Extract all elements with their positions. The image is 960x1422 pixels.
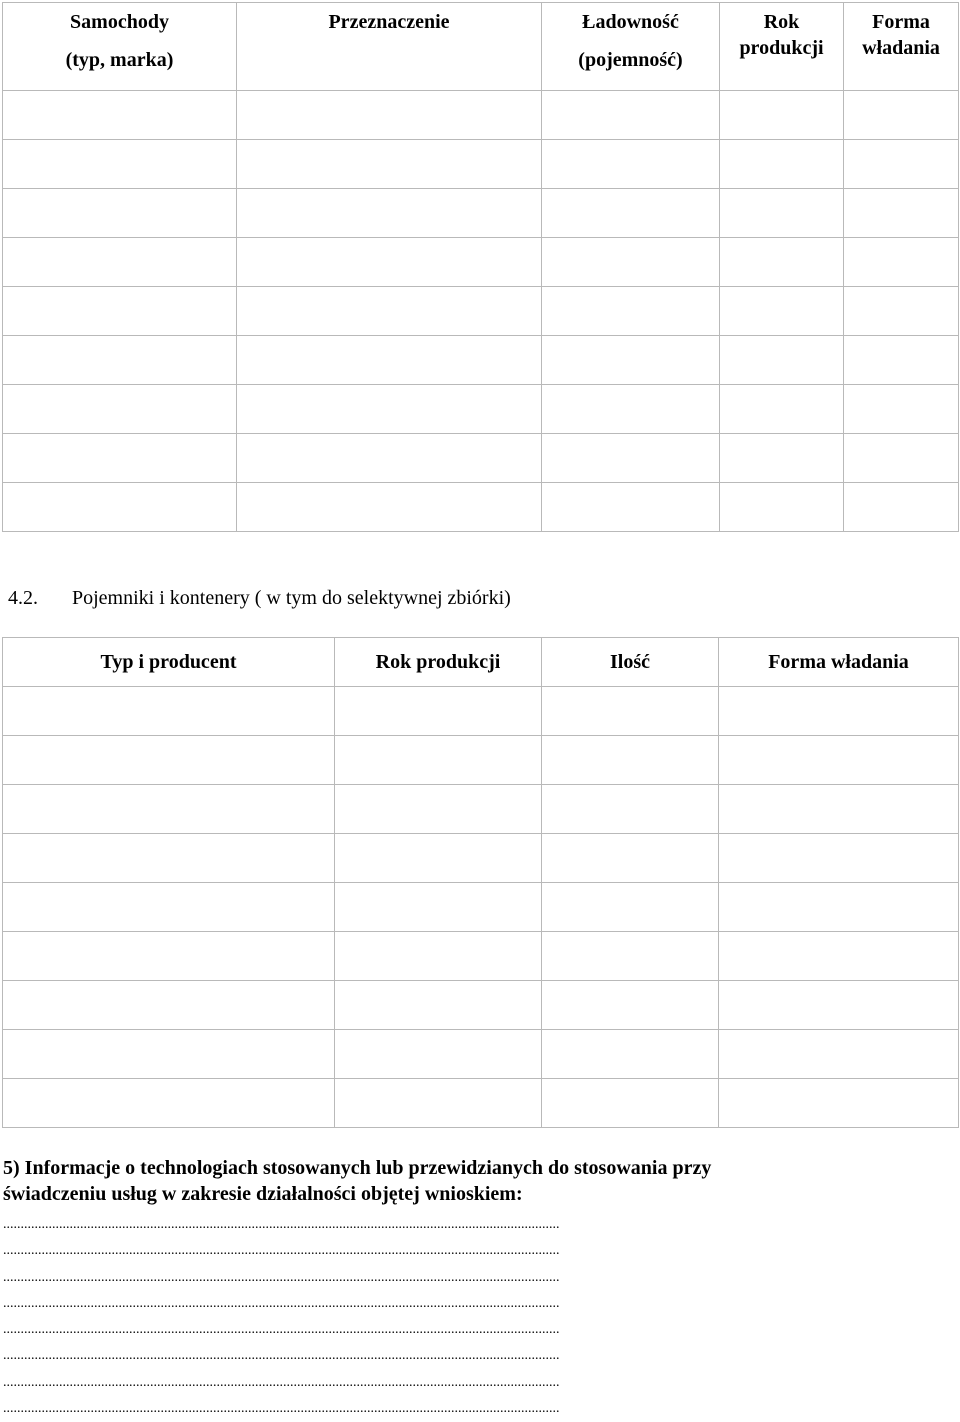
header-purpose — [237, 3, 542, 91]
header-production-year — [720, 3, 844, 91]
table-cell[interactable] — [237, 434, 542, 483]
fill-line[interactable]: ............................................................................................................................................................... — [3, 1269, 560, 1285]
table-cell[interactable] — [719, 981, 959, 1030]
table-row — [3, 336, 959, 385]
table-cell[interactable] — [844, 91, 959, 140]
table-row — [3, 287, 959, 336]
table-cell[interactable] — [237, 140, 542, 189]
table-cell[interactable] — [542, 91, 720, 140]
header-line: (pojemność) — [578, 49, 683, 71]
table-cell[interactable] — [720, 140, 844, 189]
table-cell[interactable] — [719, 1079, 959, 1128]
table-cell[interactable] — [719, 785, 959, 834]
table-cell[interactable] — [720, 238, 844, 287]
table-cell[interactable] — [844, 140, 959, 189]
table-cell[interactable] — [3, 883, 335, 932]
table-cell[interactable] — [335, 736, 542, 785]
table-cell[interactable] — [3, 385, 237, 434]
table-row — [3, 1079, 959, 1128]
section-title: Pojemniki i kontenery ( w tym do selektywnej zbiórki) — [72, 587, 511, 609]
table-cell[interactable] — [844, 434, 959, 483]
vehicles-table-body — [3, 91, 959, 532]
fill-line[interactable]: ............................................................................................................................................................... — [3, 1217, 560, 1232]
table-cell[interactable] — [542, 1030, 719, 1079]
table-cell[interactable] — [542, 785, 719, 834]
header-line: Rok — [763, 11, 800, 33]
table-cell[interactable] — [542, 687, 719, 736]
table-cell[interactable] — [237, 189, 542, 238]
table-row — [3, 140, 959, 189]
fill-line[interactable]: ............................................................................................................................................................... — [3, 1243, 560, 1259]
table-cell[interactable] — [335, 1079, 542, 1128]
table-cell[interactable] — [720, 336, 844, 385]
table-cell[interactable] — [3, 238, 237, 287]
table-cell[interactable] — [3, 483, 237, 532]
containers-header-row — [3, 638, 959, 687]
table-cell[interactable] — [720, 91, 844, 140]
table-cell[interactable] — [720, 483, 844, 532]
table-cell[interactable] — [542, 834, 719, 883]
table-cell[interactable] — [542, 981, 719, 1030]
table-row — [3, 91, 959, 140]
table-cell[interactable] — [335, 834, 542, 883]
table-row — [3, 434, 959, 483]
header-type-producer: Typ i producent — [3, 638, 335, 687]
header-ownership-form: Forma władania — [719, 638, 959, 687]
section-5-line: świadczeniu usług w zakresie działalności objętej wnioskiem: — [3, 1183, 523, 1205]
table-cell[interactable] — [720, 434, 844, 483]
table-row — [3, 785, 959, 834]
table-cell[interactable] — [3, 336, 237, 385]
table-cell[interactable] — [719, 687, 959, 736]
table-cell[interactable] — [542, 434, 720, 483]
table-cell[interactable] — [3, 434, 237, 483]
table-cell[interactable] — [542, 385, 720, 434]
table-cell[interactable] — [844, 336, 959, 385]
table-cell[interactable] — [844, 385, 959, 434]
header-vehicles-type — [3, 3, 237, 91]
table-cell[interactable] — [542, 336, 720, 385]
table-cell[interactable] — [335, 932, 542, 981]
table-cell[interactable] — [720, 385, 844, 434]
table-cell[interactable] — [719, 883, 959, 932]
table-cell[interactable] — [335, 785, 542, 834]
table-row — [3, 483, 959, 532]
table-cell[interactable] — [542, 1079, 719, 1128]
table-cell[interactable] — [542, 483, 720, 532]
table-cell[interactable] — [542, 736, 719, 785]
header-line: władania — [862, 37, 940, 59]
table-cell[interactable] — [335, 687, 542, 736]
header-quantity: Ilość — [542, 638, 719, 687]
table-cell[interactable] — [720, 287, 844, 336]
table-cell[interactable] — [844, 483, 959, 532]
header-production-year: Rok produkcji — [335, 638, 542, 687]
section-number: 4.2. — [8, 587, 38, 609]
header-line: Forma — [872, 11, 930, 33]
table-row — [3, 883, 959, 932]
table-cell[interactable] — [542, 883, 719, 932]
table-cell[interactable] — [3, 1079, 335, 1128]
table-cell[interactable] — [542, 189, 720, 238]
table-row — [3, 385, 959, 434]
section-4-2-heading — [8, 585, 511, 611]
table-row — [3, 932, 959, 981]
containers-table — [2, 637, 959, 1128]
table-cell[interactable] — [542, 238, 720, 287]
table-row — [3, 834, 959, 883]
table-cell[interactable] — [719, 1030, 959, 1079]
table-cell[interactable] — [844, 287, 959, 336]
header-line: Ładowność — [582, 11, 679, 33]
table-cell[interactable] — [237, 287, 542, 336]
table-cell[interactable] — [335, 883, 542, 932]
fill-line[interactable]: ............................................................................................................................................................... — [3, 1348, 560, 1364]
section-5-heading — [3, 1155, 903, 1207]
table-cell[interactable] — [3, 932, 335, 981]
table-cell[interactable] — [844, 189, 959, 238]
header-capacity — [542, 3, 720, 91]
table-row — [3, 238, 959, 287]
table-cell[interactable] — [237, 91, 542, 140]
table-cell[interactable] — [3, 1030, 335, 1079]
table-cell[interactable] — [335, 1030, 542, 1079]
table-cell[interactable] — [3, 91, 237, 140]
table-cell[interactable] — [3, 189, 237, 238]
table-row — [3, 981, 959, 1030]
vehicles-table — [2, 2, 959, 532]
table-cell[interactable] — [542, 287, 720, 336]
fill-line[interactable]: ............................................................................................................................................................... — [3, 1374, 560, 1390]
fill-line[interactable]: ............................................................................................................................................................... — [3, 1295, 560, 1311]
section-5-line: 5) Informacje o technologiach stosowanych lub przewidzianych do stosowania przy — [3, 1157, 712, 1179]
table-cell[interactable] — [719, 932, 959, 981]
table-row — [3, 1030, 959, 1079]
table-cell[interactable] — [542, 140, 720, 189]
table-cell[interactable] — [3, 785, 335, 834]
table-cell[interactable] — [719, 736, 959, 785]
table-cell[interactable] — [3, 834, 335, 883]
table-cell[interactable] — [3, 287, 237, 336]
table-cell[interactable] — [335, 981, 542, 1030]
table-cell[interactable] — [237, 483, 542, 532]
table-cell[interactable] — [844, 238, 959, 287]
answer-fill-lines — [3, 1212, 896, 1422]
table-cell[interactable] — [3, 140, 237, 189]
table-cell[interactable] — [3, 687, 335, 736]
table-row — [3, 687, 959, 736]
table-row — [3, 189, 959, 238]
header-line: (typ, marka) — [65, 49, 174, 71]
fill-line[interactable]: ............................................................................................................................................................... — [3, 1401, 560, 1417]
table-cell[interactable] — [237, 336, 542, 385]
table-cell[interactable] — [719, 834, 959, 883]
header-line: produkcji — [739, 37, 824, 59]
table-cell[interactable] — [3, 981, 335, 1030]
table-row — [3, 736, 959, 785]
table-cell[interactable] — [237, 238, 542, 287]
fill-line[interactable]: ............................................................................................................................................................... — [3, 1322, 560, 1338]
table-cell[interactable] — [720, 189, 844, 238]
header-line: Przeznaczenie — [328, 11, 450, 33]
table-cell[interactable] — [237, 385, 542, 434]
containers-table-body — [3, 687, 959, 1128]
table-cell[interactable] — [542, 932, 719, 981]
header-ownership-form — [844, 3, 959, 91]
vehicles-header-row — [3, 3, 959, 91]
table-cell[interactable] — [3, 736, 335, 785]
header-line: Samochody — [70, 11, 169, 33]
